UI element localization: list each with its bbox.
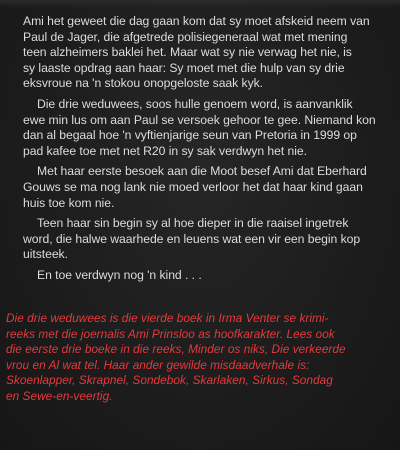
synopsis-line: huis toe kom nie.	[23, 195, 115, 210]
synopsis-line: uitsteek.	[23, 247, 68, 262]
synopsis-line: dan al begaal hoe 'n vyftienjarige seun van Pretoria in 1999 op	[23, 128, 357, 143]
synopsis-line: eksvroue na 'n stokou onopgeloste saak kyk.	[23, 76, 264, 91]
top-edge-shadow	[0, 0, 400, 8]
promo-line: die eerste drie boeke in die reeks, Minder os niks, Die verkeerde	[6, 342, 346, 357]
synopsis-line: Die drie weduwees, soos hulle genoem word, is aanvanklik	[37, 96, 353, 111]
promo-line: en Sewe-en-veertig.	[6, 388, 113, 403]
synopsis-line: word, die halwe waarhede en leuens wat een vir een begin kop	[23, 231, 361, 246]
synopsis-line: Ami het geweet die dag gaan kom dat sy moet afskeid neem van	[23, 14, 370, 28]
promo-line: vrou en Al wat tel. Haar ander gewilde misdaadverhale is:	[6, 357, 310, 372]
synopsis-line: ewe min lus om aan Paul se versoek gehoor te gee. Niemand kon	[23, 112, 376, 127]
promo-line: reeks met die joernalis Ami Prinsloo as hoofkarakter. Lees ook	[6, 326, 335, 341]
synopsis-text	[23, 14, 395, 284]
synopsis-line: teen alzheimers baklei het. Maar wat sy nie verwag het nie, is	[23, 45, 352, 60]
promo-line: Skoenlapper, Skrapnel, Sondebok, Skarlaken, Sirkus, Sondag	[6, 373, 333, 388]
synopsis-line: Teen haar sin begin sy al hoe dieper in die raaisel ingetrek	[37, 216, 349, 231]
synopsis-line: Met haar eerste besoek aan die Moot besef Ami dat Eberhard	[37, 164, 367, 179]
series-promo-text	[6, 311, 396, 405]
synopsis-line: sy laaste opdrag aan haar: Sy moet met die hulp van sy drie	[23, 60, 345, 75]
promo-line: Die drie weduwees is die vierde boek in Irma Venter se krimi-	[6, 311, 329, 325]
synopsis-line: pad kafee toe met net R20 in sy sak verdwyn het nie.	[23, 143, 307, 158]
synopsis-line: Gouws se ma nog lank nie moed verloor het dat haar kind gaan	[23, 179, 363, 194]
synopsis-line: Paul de Jager, die afgetrede polisiegeneraal wat met mening	[23, 29, 348, 44]
synopsis-line: En toe verdwyn nog 'n kind . . .	[37, 267, 202, 282]
